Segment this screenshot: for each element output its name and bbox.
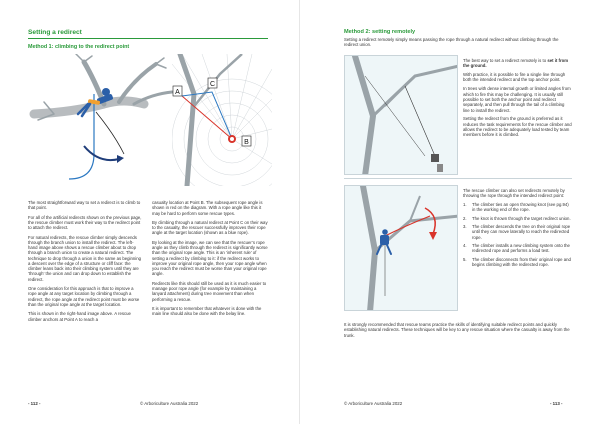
climber-illustration <box>24 54 174 186</box>
paragraph: In trees with dense internal growth or limited angles from which to fire this may be challenging. It is usually still possible to set both the anchor point and redirect separately, and then pull through the tail of a climbing line to install the redirect. <box>463 86 571 113</box>
paragraph: With practice, it is possible to fire a single line through both the intended redirect and the top anchor point. <box>463 72 566 83</box>
list-item: 5. The climber disconnects from their original rope and begins climbing with the redirected rope. <box>463 256 571 267</box>
throw-set-illustration <box>344 185 458 311</box>
list-item: 1. The climber ties an open throwing knot (see pg.94) in the working end of the rope. <box>463 202 569 213</box>
closing-text: It is strongly recommended that rescue teams practice the skills of identifying suitable redirect points and quickly establishing natural redirects. These techniques will be key to any rescue situation where the casualty is away from the trunk. <box>344 322 570 338</box>
list-item: 2. The knot is thrown through the target redirect union. <box>463 215 571 221</box>
paragraph: The most straightforward way to set a redirect is to climb to that point. <box>28 200 141 211</box>
list-item: 3. The climber descends the tree on their original rope until they can move laterally to reach the redirected rope. <box>463 224 571 240</box>
title-rule <box>28 38 268 39</box>
point-b-label: B <box>244 139 249 146</box>
left-column-1 <box>28 200 142 326</box>
box1-lead: The best way to set a redirect remotely is to <box>463 58 547 63</box>
paragraph: casualty location at Point B. The subsequent rope angle is shown in red on the diagram. With a rope angle like this it may be hard to perform some rescue types. <box>152 200 263 216</box>
method-1-heading: Method 1: climbing to the redirect point <box>28 44 130 50</box>
left-column-2 <box>152 200 268 321</box>
page-number: - 112 - <box>28 401 41 406</box>
paragraph: Redirects like this should still be used as it is much easier to manage poor rope angle (for example by maintaining a lanyard attachment) during tree movement than when performing a rescue. <box>152 280 267 302</box>
copyright: © Arboriculture Australia 2022 <box>344 401 403 406</box>
point-a-label: A <box>175 89 180 96</box>
redirect-angle-diagram <box>172 54 272 186</box>
page-number: - 113 - <box>550 401 563 406</box>
box2-lead: The rescue climber can also set redirects remotely by throwing the rope through the intended redirect point: <box>463 188 565 199</box>
section-divider <box>344 178 572 179</box>
paragraph: By climbing through a natural redirect at Point C on their way to the casualty, the rescuer successfully improves their rope angle at the target location (shown as a blue rope). <box>152 219 268 236</box>
ground-set-text <box>463 58 572 141</box>
throw-set-text <box>463 188 572 270</box>
point-c-label: C <box>209 81 216 88</box>
page-title: Setting a redirect <box>28 29 82 36</box>
list-item: 4. The climber installs a new climbing system onto the redirected rope and performs a load test. <box>463 242 570 254</box>
paragraph: It is important to remember that whatever is done with the main line should also be done with the belay line. <box>152 306 262 317</box>
copyright: © Arboriculture Australia 2022 <box>140 401 199 406</box>
paragraph: Setting the redirect from the ground is preferred as it reduces the task requirements for the rescue climber and allows the redirect to be adequately load tested by team members before it is climbed. <box>463 116 572 138</box>
box1-lead-bold: set it from the ground. <box>463 58 569 69</box>
paragraph: By looking at the image, we can see that the rescuer’s rope angle as they climb through the redirect is significantly worse than the original rope angle. This is an ‘inherent rule’ of setting a redirect by climbing to it: if the redirect works to improve your original rope angle, then your rope angle when you reach the redirect must be worse than your original rope angle. <box>152 239 268 277</box>
paragraph: For natural redirects, the rescue climber simply descends through the branch union to install the redirect. The left-hand image above shows a rescue climber about to drop through a branch union to create a natural redirect. The technique to drop through a union is the same as beginning a descent over the edge of a structure or cliff face: the climber leans back into their climbing system until they are ‘through’ the union and can drop down to establish the redirect. <box>28 234 141 282</box>
intro-text: Setting a redirect remotely simply means passing the rope through a natural redirect without climbing through the redirect union. <box>344 37 559 48</box>
paragraph: This is shown in the right-hand image above. A rescue climber anchors at Point A to reach a <box>28 311 131 322</box>
right-page <box>300 0 600 424</box>
method-2-heading: Method 2: setting remotely <box>344 29 416 35</box>
paragraph: One consideration for this approach is that to improve a rope angle at any target location by climbing through a redirect, the rope angle at the redirect point must be worse than the original rope angle at the target location. <box>28 286 140 307</box>
paragraph: For all of the artificial redirects shown on the previous page, the rescue climber must work their way to the redirect point to attach the redirect. <box>28 214 142 231</box>
ground-set-illustration <box>344 55 458 175</box>
steps-list <box>463 202 572 267</box>
